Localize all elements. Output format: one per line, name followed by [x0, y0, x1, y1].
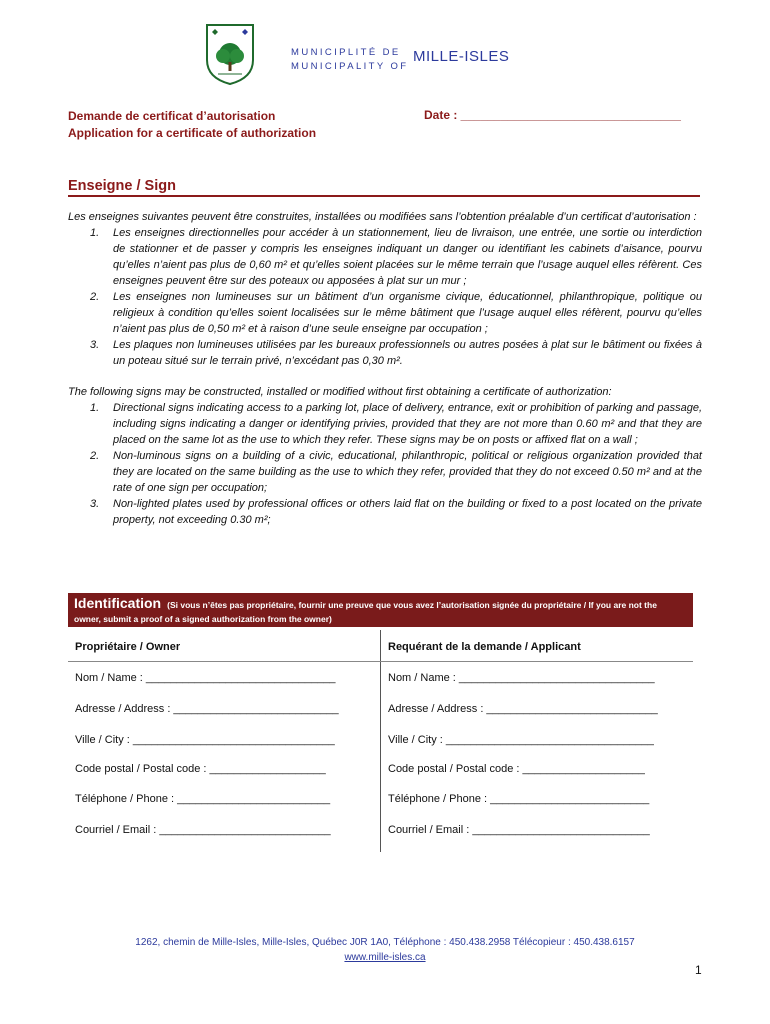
form-title — [68, 108, 316, 142]
municipality-label-en: MUNICIPALITY OF — [291, 61, 409, 72]
en-intro: The following signs may be constructed, installed or modified without first obtaining a certificate of authorization: — [68, 386, 612, 398]
applicant-heading: Requérant de la demande / Applicant — [388, 641, 581, 653]
identification-note: Identification (Si vous n’êtes pas propriétaire, fournir une preuve que vous avez l’autorisation signée du propriétaire / If you are not the owner, submit a proof of a signed authorization from the owner) — [74, 595, 657, 624]
applicant-postal-code-field[interactable]: Code postal / Postal code : ____________________ — [388, 763, 645, 775]
municipality-label — [291, 46, 408, 74]
owner-heading: Propriétaire / Owner — [75, 641, 181, 653]
en-list — [68, 400, 702, 528]
owner-postal-code-field[interactable]: Code postal / Postal code : ___________________ — [75, 763, 326, 775]
applicant-city-field[interactable]: Ville / City : __________________________________ — [388, 734, 654, 746]
fr-list — [68, 225, 702, 369]
municipality-logo — [204, 22, 256, 86]
form-title-fr: Demande de certificat d’autorisation — [68, 109, 276, 123]
municipality-label-fr: MUNICIPLITÉ DE — [291, 47, 401, 58]
list-item: 2. Les enseignes non lumineuses sur un bâtiment d’un organisme civique, éducationnel, philanthropique, politique ou religieux à condition qu’elles soient localisées sur le même bâtiment que l’usage auquel elles réfèrent, pourvu qu’elles n’aient pas plus de 0,50 m² et à raison d’une seule enseigne par occupation ; — [90, 291, 702, 335]
owner-name-field[interactable]: Nom / Name : _______________________________ — [75, 672, 336, 684]
date-field[interactable]: Date : _________________________________ — [424, 108, 681, 122]
list-item: 2. Non-luminous signs on a building of a civic, educational, philanthropic, political or religious organization provided that they are located on the same building as the use to which they refer, provided that they do not exceed 0.50 m² and at the rate of one sign per occupation; — [90, 450, 702, 494]
applicant-phone-field[interactable]: Téléphone / Phone : __________________________ — [388, 793, 650, 805]
page-number: 1 — [695, 963, 702, 977]
owner-address-field[interactable]: Adresse / Address : ___________________________ — [75, 703, 339, 715]
applicant-name-field[interactable]: Nom / Name : ________________________________ — [388, 672, 655, 684]
owner-city-field[interactable]: Ville / City : _________________________________ — [75, 734, 335, 746]
section-title: Enseigne / Sign — [68, 178, 176, 194]
identification-title: Identification — [74, 595, 162, 611]
owner-phone-field[interactable]: Téléphone / Phone : _________________________ — [75, 793, 331, 805]
owner-email-field[interactable]: Courriel / Email : ____________________________ — [75, 824, 331, 836]
form-title-en: Application for a certificate of authorization — [68, 126, 317, 140]
website-link[interactable]: www.mille-isles.ca — [344, 952, 426, 963]
fr-intro: Les enseignes suivantes peuvent être construites, installées ou modifiées sans l’obtention préalable d’un certificat d’autorisation : — [68, 211, 697, 223]
municipality-name: MILLE-ISLES — [413, 48, 510, 65]
column-divider — [380, 630, 381, 852]
list-item: 1. Les enseignes directionnelles pour accéder à un stationnement, lieu de livraison, une entrée, une sortie ou interdiction de stationner et de passer y compris les enseignes indiquant un danger ou identifiant les cabinets d’aisance, pourvu qu’elles n’aient pas plus de 0,60 m² et qu’elles soient placées sur le même terrain que l’usage auquel elles réfèrent. Ces enseignes peuvent être sur des poteaux ou apposées à plat sur un mur ; — [90, 227, 702, 287]
list-item: 3. Les plaques non lumineuses utilisées par les bureaux professionnels ou autres posées à plat sur le bâtiment ou fixées à un poteau situé sur le terrain privé, n’excédant pas 0,30 m². — [90, 339, 702, 367]
header-row-rule — [68, 661, 693, 662]
list-item: 1. Directional signs indicating access to a parking lot, place of delivery, entrance, exit or prohibition of parking and passage, including signs indicating a danger or identifying privies, provided that they are not more than 0.60 m² and that they are placed on the same lot as the use to which they refer. These signs may be on posts or affixed flat on a wall ; — [90, 402, 702, 446]
identification-header — [68, 593, 693, 627]
list-item: 3. Non-lighted plates used by professional offices or others laid flat on the building or fixed to a post located on the private property, not exceeding 0.30 m²; — [90, 498, 702, 526]
footer — [0, 935, 770, 965]
applicant-address-field[interactable]: Adresse / Address : ____________________________ — [388, 703, 658, 715]
applicant-email-field[interactable]: Courriel / Email : _____________________________ — [388, 824, 650, 836]
sign-rules — [68, 209, 702, 528]
section-divider — [68, 195, 700, 197]
footer-address: 1262, chemin de Mille-Isles, Mille-Isles, Québec J0R 1A0, Téléphone : 450.438.2958 Télécopieur : 450.438.6157 — [135, 937, 635, 948]
